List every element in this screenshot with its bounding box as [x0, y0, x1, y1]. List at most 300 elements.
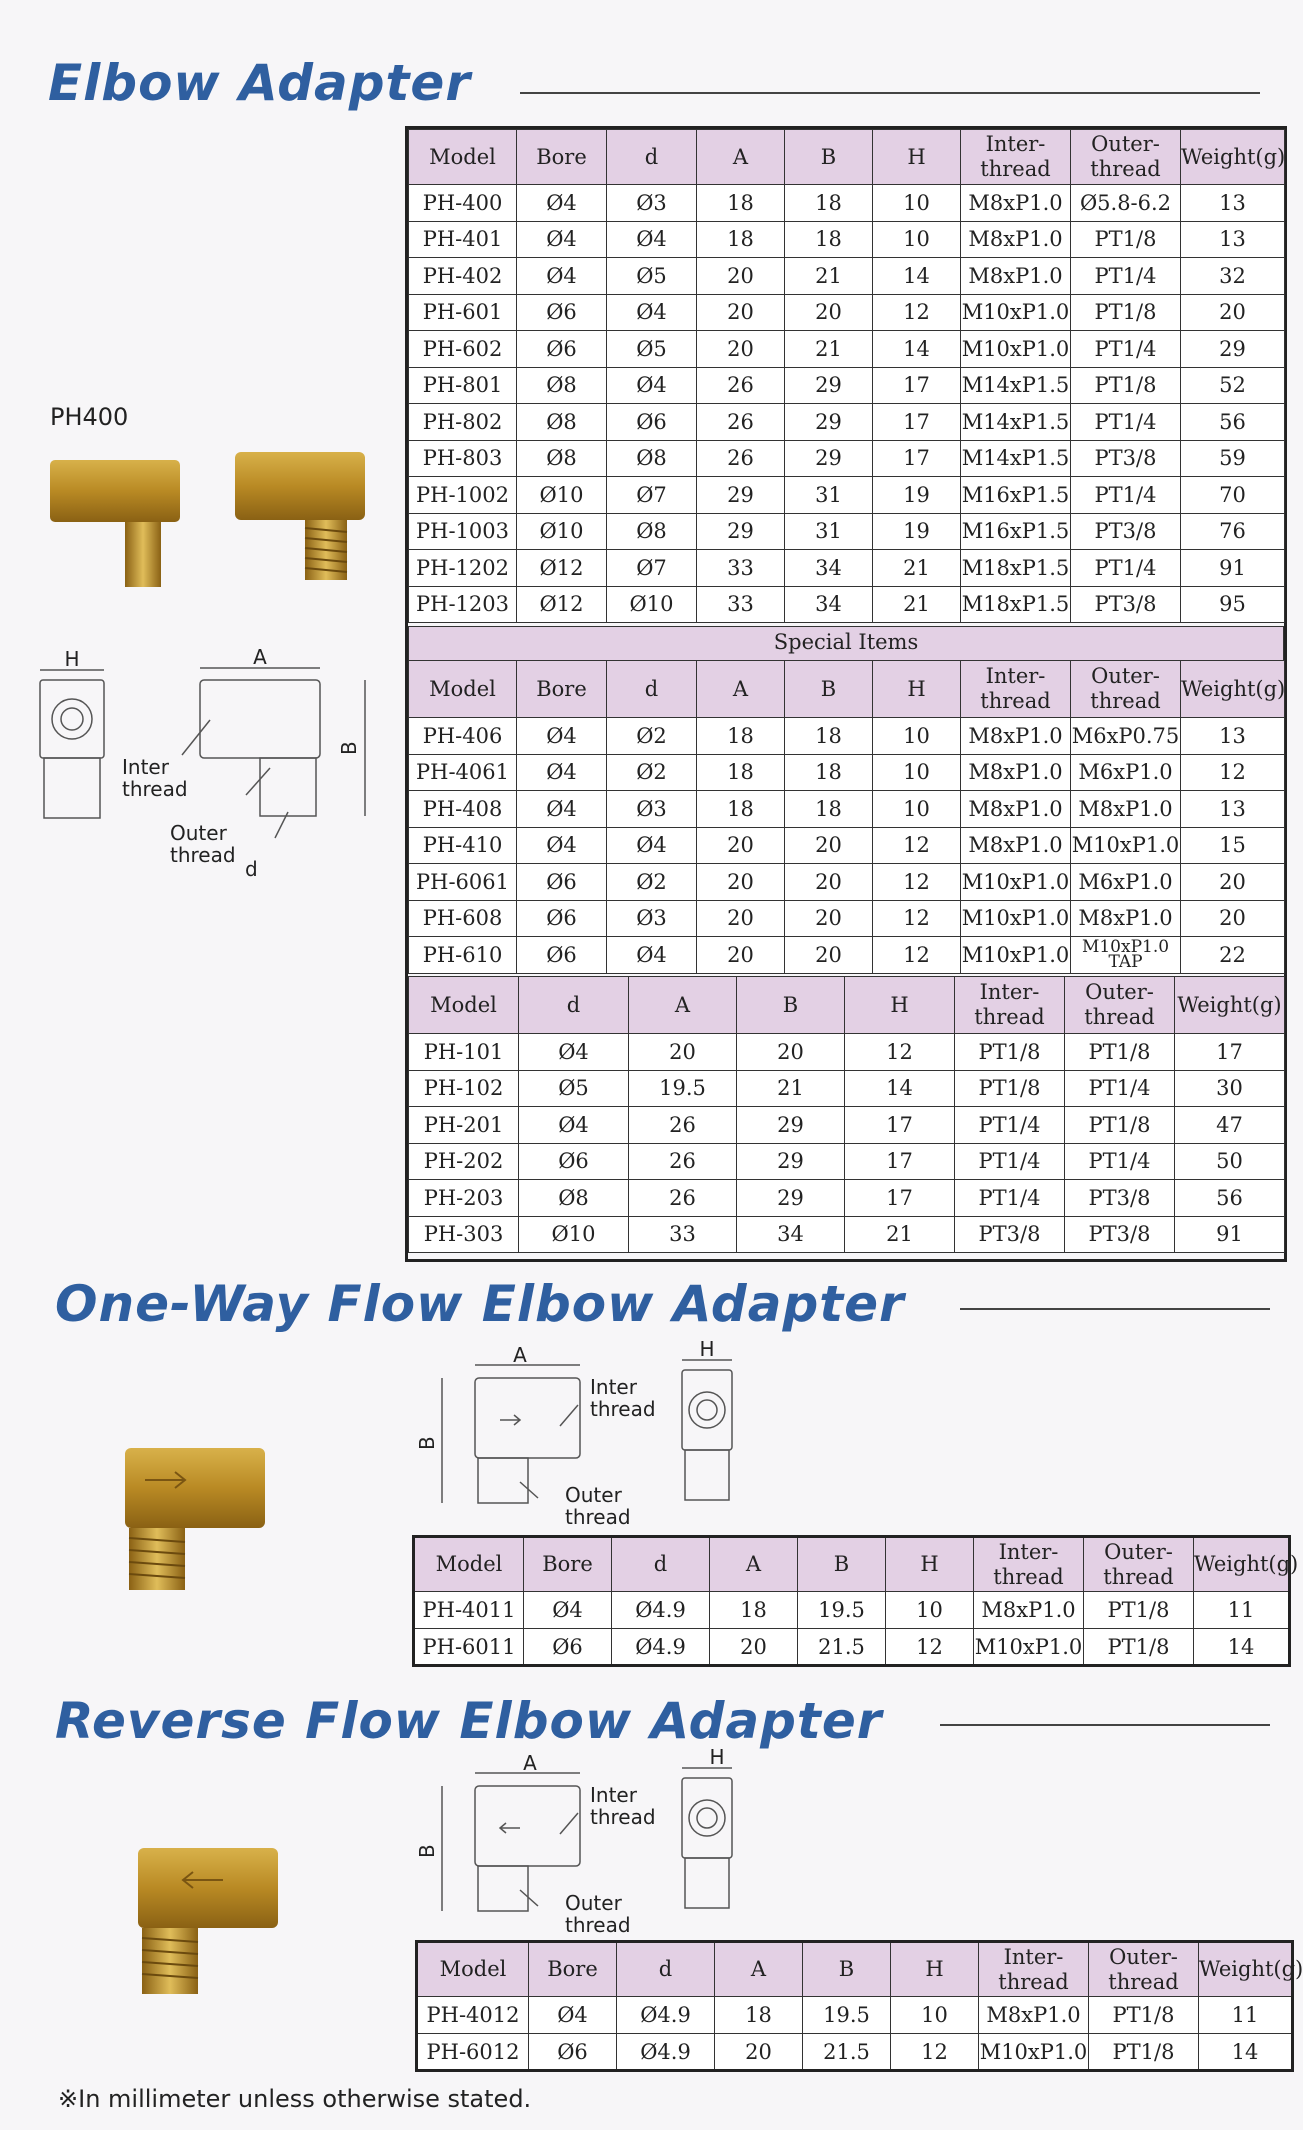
- table-cell: PT1/8: [1071, 367, 1181, 404]
- table-cell: Ø7: [607, 550, 697, 587]
- table-cell: PT1/4: [955, 1143, 1065, 1180]
- table-row: [409, 477, 1285, 514]
- table-cell: 21: [785, 331, 873, 368]
- model-cell: PH-803: [409, 440, 517, 477]
- table-cell: 26: [697, 367, 785, 404]
- table-cell: Ø8: [517, 367, 607, 404]
- table-cell: Ø6: [517, 937, 607, 974]
- table-cell: Ø4.9: [612, 1629, 710, 1666]
- table-cell: 17: [873, 367, 961, 404]
- model-cell: PH-4061: [409, 754, 517, 791]
- model-cell: PH-102: [409, 1070, 519, 1107]
- table-row: [409, 258, 1285, 295]
- table-cell: 10: [873, 754, 961, 791]
- table-cell: 21.5: [798, 1629, 886, 1666]
- table-cell: 20: [785, 937, 873, 974]
- diag-outer-label-2: thread: [170, 843, 236, 867]
- table-row: [409, 440, 1285, 477]
- table-cell: 29: [737, 1143, 845, 1180]
- table-cell: Ø4: [517, 791, 607, 828]
- table-cell: M8xP1.0: [961, 827, 1071, 864]
- table-cell: M14xP1.5: [961, 404, 1071, 441]
- table-cell: Ø4: [517, 754, 607, 791]
- table-cell: PT1/4: [1071, 477, 1181, 514]
- diag-a-label: A: [513, 1343, 527, 1367]
- model-cell: PH-406: [409, 718, 517, 755]
- table-cell: Ø12: [517, 586, 607, 623]
- table-cell: PT1/4: [955, 1180, 1065, 1217]
- title-rule: [520, 92, 1260, 94]
- table-cell: 29: [785, 367, 873, 404]
- special-items-banner: Special Items: [408, 626, 1284, 661]
- table-cell: Ø4: [519, 1107, 629, 1144]
- table-cell: PT3/8: [1065, 1180, 1175, 1217]
- table-cell: M10xP1.0: [961, 294, 1071, 331]
- table-cell: 29: [1181, 331, 1285, 368]
- table-cell: PT1/4: [1065, 1143, 1175, 1180]
- table-cell: PT1/4: [955, 1107, 1065, 1144]
- table-cell: 22: [1181, 937, 1285, 974]
- table-cell: PT1/8: [955, 1070, 1065, 1107]
- column-header: Inter- thread: [974, 1537, 1084, 1592]
- model-cell: PH-303: [409, 1216, 519, 1253]
- table-cell: 29: [737, 1180, 845, 1217]
- table-cell: M10xP1.0: [961, 937, 1071, 974]
- table-row: [409, 791, 1285, 828]
- table-header-row: [409, 977, 1285, 1034]
- table-cell: Ø2: [607, 864, 697, 901]
- table-cell: 18: [697, 185, 785, 222]
- table-cell: 26: [629, 1107, 737, 1144]
- table-cell: 11: [1199, 1997, 1293, 2034]
- table-cell: 13: [1181, 221, 1285, 258]
- table-cell: M8xP1.0: [961, 185, 1071, 222]
- table-cell: M10xP1.0: [974, 1629, 1084, 1666]
- table-cell: M10xP1.0: [961, 331, 1071, 368]
- column-header: Inter- thread: [961, 661, 1071, 718]
- column-header: Weight(g): [1194, 1537, 1290, 1592]
- table-row: [409, 1034, 1285, 1071]
- table-row: [409, 513, 1285, 550]
- diag-inter-label-2: thread: [590, 1805, 656, 1829]
- table-cell: Ø4.9: [617, 1997, 715, 2034]
- table-cell: Ø4: [517, 718, 607, 755]
- table-cell: M8xP1.0: [1071, 900, 1181, 937]
- table-cell: 20: [785, 900, 873, 937]
- column-header: Weight(g): [1175, 977, 1285, 1034]
- table-cell: Ø4: [607, 367, 697, 404]
- table-cell: 21.5: [803, 2034, 891, 2071]
- table-cell: M8xP1.0: [979, 1997, 1089, 2034]
- table-cell: Ø6: [517, 294, 607, 331]
- table-cell: 70: [1181, 477, 1285, 514]
- table-cell: 34: [785, 586, 873, 623]
- table-header-row: [409, 661, 1285, 718]
- model-cell: PH-101: [409, 1034, 519, 1071]
- table-row: [414, 1592, 1290, 1629]
- table-row: [409, 331, 1285, 368]
- elbow-dimension-diagram: [30, 645, 380, 881]
- table-cell: M10xP1.0: [961, 900, 1071, 937]
- column-header: Inter- thread: [955, 977, 1065, 1034]
- table-cell: M8xP1.0: [961, 718, 1071, 755]
- table-cell: 76: [1181, 513, 1285, 550]
- table-row: [409, 586, 1285, 623]
- column-header: Inter- thread: [961, 130, 1071, 185]
- column-header: Bore: [529, 1942, 617, 1997]
- table-cell: 47: [1175, 1107, 1285, 1144]
- table-cell: M6xP0.75: [1071, 718, 1181, 755]
- table-cell: 33: [629, 1216, 737, 1253]
- table-cell: Ø4: [517, 827, 607, 864]
- table-cell: Ø6: [519, 1143, 629, 1180]
- table-cell: 12: [1181, 754, 1285, 791]
- table-cell: 20: [697, 827, 785, 864]
- table-cell: M8xP1.0: [961, 791, 1071, 828]
- table-cell: 13: [1181, 791, 1285, 828]
- table-cell: M6xP1.0: [1071, 754, 1181, 791]
- diag-b-label: B: [415, 1436, 439, 1450]
- table-cell: M10xP1.0 TAP: [1071, 937, 1181, 974]
- table-cell: 20: [1181, 294, 1285, 331]
- table-row: [409, 185, 1285, 222]
- table-cell: M8xP1.0: [961, 754, 1071, 791]
- table-cell: Ø8: [517, 440, 607, 477]
- oneway-dimension-diagram: [415, 1337, 770, 1535]
- table-cell: 11: [1194, 1592, 1290, 1629]
- special-items-table: [408, 660, 1285, 974]
- model-cell: PH-601: [409, 294, 517, 331]
- model-cell: PH-801: [409, 367, 517, 404]
- table-cell: 20: [697, 864, 785, 901]
- table-cell: Ø10: [519, 1216, 629, 1253]
- table-row: [417, 1997, 1293, 2034]
- table-cell: M18xP1.5: [961, 550, 1071, 587]
- table-cell: 18: [697, 718, 785, 755]
- table-cell: 21: [737, 1070, 845, 1107]
- table-cell: 12: [886, 1629, 974, 1666]
- diag-h-label: H: [709, 1745, 725, 1769]
- table-cell: 31: [785, 477, 873, 514]
- photo-label: PH400: [50, 403, 129, 431]
- column-header: B: [803, 1942, 891, 1997]
- table-row: [409, 754, 1285, 791]
- table-cell: 91: [1175, 1216, 1285, 1253]
- table-cell: 13: [1181, 185, 1285, 222]
- model-cell: PH-1203: [409, 586, 517, 623]
- table-cell: 20: [785, 294, 873, 331]
- column-header: B: [737, 977, 845, 1034]
- table-cell: 12: [873, 294, 961, 331]
- diag-outer-label: Outer: [565, 1891, 622, 1915]
- table-cell: 32: [1181, 258, 1285, 295]
- table-row: [409, 367, 1285, 404]
- table-cell: Ø12: [517, 550, 607, 587]
- table-cell: PT1/8: [1084, 1629, 1194, 1666]
- table-cell: M8xP1.0: [961, 258, 1071, 295]
- table-cell: M16xP1.5: [961, 477, 1071, 514]
- table-cell: 17: [845, 1180, 955, 1217]
- table-cell: 20: [785, 864, 873, 901]
- table-header-row: [409, 130, 1285, 185]
- table-cell: 26: [629, 1143, 737, 1180]
- diag-outer-label: Outer: [565, 1483, 622, 1507]
- diag-inter-label: Inter: [590, 1783, 637, 1807]
- table-cell: 21: [873, 586, 961, 623]
- table-row: [409, 1216, 1285, 1253]
- model-cell: PH-1202: [409, 550, 517, 587]
- table-cell: 17: [873, 404, 961, 441]
- table-row: [409, 221, 1285, 258]
- table-cell: Ø8: [607, 440, 697, 477]
- model-cell: PH-201: [409, 1107, 519, 1144]
- column-header: H: [886, 1537, 974, 1592]
- table-cell: 20: [1181, 864, 1285, 901]
- model-cell: PH-602: [409, 331, 517, 368]
- table-cell: M8xP1.0: [1071, 791, 1181, 828]
- model-cell: PH-610: [409, 937, 517, 974]
- table-cell: PT1/8: [1071, 294, 1181, 331]
- model-cell: PH-1002: [409, 477, 517, 514]
- table-cell: Ø4.9: [617, 2034, 715, 2071]
- table-cell: 29: [697, 477, 785, 514]
- title-rule: [940, 1724, 1270, 1726]
- table-row: [409, 1070, 1285, 1107]
- table-cell: M10xP1.0: [979, 2034, 1089, 2071]
- table-cell: 12: [845, 1034, 955, 1071]
- reverse-dimension-diagram: [415, 1745, 770, 1943]
- table-cell: 29: [785, 404, 873, 441]
- column-header: Outer- thread: [1071, 130, 1181, 185]
- table-cell: 19.5: [629, 1070, 737, 1107]
- model-cell: PH-6012: [417, 2034, 529, 2071]
- model-cell: PH-608: [409, 900, 517, 937]
- table-cell: Ø6: [517, 864, 607, 901]
- diag-a-label: A: [253, 645, 267, 669]
- table-cell: 18: [785, 185, 873, 222]
- table-cell: Ø6: [529, 2034, 617, 2071]
- table-cell: 20: [697, 900, 785, 937]
- oneway-photo: [115, 1440, 275, 1600]
- table-cell: 19.5: [803, 1997, 891, 2034]
- table-cell: 18: [785, 791, 873, 828]
- table-cell: 21: [845, 1216, 955, 1253]
- footnote: ※In millimeter unless otherwise stated.: [58, 2085, 532, 2113]
- column-header: H: [873, 661, 961, 718]
- diag-d-label: d: [245, 857, 258, 881]
- table-cell: M6xP1.0: [1071, 864, 1181, 901]
- column-header: H: [845, 977, 955, 1034]
- table-cell: 17: [1175, 1034, 1285, 1071]
- table-cell: 34: [737, 1216, 845, 1253]
- table-cell: Ø4: [517, 185, 607, 222]
- table-cell: M14xP1.5: [961, 440, 1071, 477]
- column-header: Outer- thread: [1089, 1942, 1199, 1997]
- table-cell: Ø4: [607, 221, 697, 258]
- column-header: Bore: [524, 1537, 612, 1592]
- column-header: Weight(g): [1181, 130, 1285, 185]
- table-cell: Ø8: [517, 404, 607, 441]
- table-cell: 26: [697, 404, 785, 441]
- table-cell: Ø7: [607, 477, 697, 514]
- column-header: Outer- thread: [1084, 1537, 1194, 1592]
- table-cell: Ø6: [517, 331, 607, 368]
- table-cell: Ø10: [607, 586, 697, 623]
- column-header: Outer- thread: [1065, 977, 1175, 1034]
- column-header: Model: [414, 1537, 524, 1592]
- table-cell: Ø4.9: [612, 1592, 710, 1629]
- table-cell: 20: [710, 1629, 798, 1666]
- table-cell: 15: [1181, 827, 1285, 864]
- table-cell: PT1/8: [1089, 2034, 1199, 2071]
- model-cell: PH-402: [409, 258, 517, 295]
- column-header: d: [612, 1537, 710, 1592]
- table-cell: 17: [845, 1143, 955, 1180]
- column-header: Model: [409, 130, 517, 185]
- table-row: [409, 718, 1285, 755]
- table-row: [409, 1180, 1285, 1217]
- oneway-table: [412, 1535, 1299, 1667]
- table-row: [409, 1107, 1285, 1144]
- table-cell: Ø4: [607, 294, 697, 331]
- column-header: B: [798, 1537, 886, 1592]
- table-cell: 26: [629, 1180, 737, 1217]
- table-cell: 91: [1181, 550, 1285, 587]
- table-cell: PT1/8: [955, 1034, 1065, 1071]
- table-cell: PT1/4: [1065, 1070, 1175, 1107]
- table-cell: 17: [845, 1107, 955, 1144]
- table-row: [409, 294, 1285, 331]
- column-header: d: [617, 1942, 715, 1997]
- table-cell: Ø6: [607, 404, 697, 441]
- table-cell: 12: [891, 2034, 979, 2071]
- table-cell: 13: [1181, 718, 1285, 755]
- column-header: Model: [417, 1942, 529, 1997]
- table-cell: M8xP1.0: [974, 1592, 1084, 1629]
- table-cell: 19: [873, 477, 961, 514]
- diag-outer-label-2: thread: [565, 1913, 631, 1937]
- table-cell: Ø6: [524, 1629, 612, 1666]
- table-row: [409, 864, 1285, 901]
- table-cell: 10: [873, 718, 961, 755]
- table-cell: PT1/4: [1071, 550, 1181, 587]
- table-cell: PT1/4: [1071, 404, 1181, 441]
- table-cell: 14: [873, 331, 961, 368]
- section-title-oneway: One-Way Flow Elbow Adapter: [55, 1275, 905, 1333]
- column-header: d: [519, 977, 629, 1034]
- table-header-row: [414, 1537, 1290, 1592]
- table-cell: Ø8: [519, 1180, 629, 1217]
- table-cell: Ø5.8-6.2: [1071, 185, 1181, 222]
- table-cell: 10: [873, 791, 961, 828]
- table-cell: Ø2: [607, 754, 697, 791]
- column-header: A: [710, 1537, 798, 1592]
- table-cell: 50: [1175, 1143, 1285, 1180]
- table-cell: 20: [737, 1034, 845, 1071]
- title-rule: [960, 1308, 1270, 1310]
- table-cell: 33: [697, 550, 785, 587]
- table-cell: Ø8: [607, 513, 697, 550]
- table-cell: 29: [785, 440, 873, 477]
- table-cell: 14: [1199, 2034, 1293, 2071]
- table-row: [414, 1629, 1290, 1666]
- column-header: H: [873, 130, 961, 185]
- table-cell: 20: [715, 2034, 803, 2071]
- table-row: [409, 550, 1285, 587]
- table-cell: 19: [873, 513, 961, 550]
- column-header: Bore: [517, 130, 607, 185]
- table-cell: M18xP1.5: [961, 586, 1071, 623]
- column-header: Outer- thread: [1071, 661, 1181, 718]
- table-cell: PT1/4: [1071, 258, 1181, 295]
- table-row: [417, 2034, 1293, 2071]
- table-cell: 20: [697, 937, 785, 974]
- diag-b-label: B: [415, 1844, 439, 1858]
- reverse-photo: [128, 1840, 288, 2005]
- model-cell: PH-4011: [414, 1592, 524, 1629]
- column-header: A: [697, 130, 785, 185]
- column-header: Bore: [517, 661, 607, 718]
- model-cell: PH-6011: [414, 1629, 524, 1666]
- table-cell: Ø4: [607, 937, 697, 974]
- table-cell: 20: [697, 258, 785, 295]
- table-cell: 12: [873, 900, 961, 937]
- table-cell: 18: [697, 221, 785, 258]
- diag-h-label: H: [699, 1337, 715, 1361]
- column-header: d: [607, 661, 697, 718]
- table-cell: 34: [785, 550, 873, 587]
- table-cell: Ø4: [524, 1592, 612, 1629]
- column-header: H: [891, 1942, 979, 1997]
- table-cell: 29: [737, 1107, 845, 1144]
- diag-b-label: B: [337, 741, 361, 755]
- table-cell: 56: [1175, 1180, 1285, 1217]
- diag-inter-label: Inter: [122, 755, 169, 779]
- table-cell: Ø4: [607, 827, 697, 864]
- table-cell: 18: [785, 221, 873, 258]
- table-cell: PT3/8: [1071, 440, 1181, 477]
- column-header: d: [607, 130, 697, 185]
- model-cell: PH-203: [409, 1180, 519, 1217]
- table-cell: Ø3: [607, 185, 697, 222]
- table-cell: 14: [1194, 1629, 1290, 1666]
- elbow-table: [408, 129, 1285, 623]
- table-row: [409, 937, 1285, 974]
- table-cell: 30: [1175, 1070, 1285, 1107]
- model-cell: PH-401: [409, 221, 517, 258]
- table-cell: 20: [697, 294, 785, 331]
- table-cell: 19.5: [798, 1592, 886, 1629]
- table-cell: 21: [873, 550, 961, 587]
- table-cell: 26: [697, 440, 785, 477]
- table-cell: 12: [873, 937, 961, 974]
- table-row: [409, 404, 1285, 441]
- reverse-table: [415, 1940, 1303, 2072]
- table-cell: 20: [697, 331, 785, 368]
- table-cell: 33: [697, 586, 785, 623]
- table-cell: Ø3: [607, 791, 697, 828]
- table-cell: 10: [891, 1997, 979, 2034]
- diag-a-label: A: [523, 1751, 537, 1775]
- table-cell: 18: [715, 1997, 803, 2034]
- table-header-row: [417, 1942, 1293, 1997]
- column-header: Model: [409, 977, 519, 1034]
- table-row: [409, 1143, 1285, 1180]
- column-header: Weight(g): [1199, 1942, 1293, 1997]
- table-cell: 59: [1181, 440, 1285, 477]
- model-cell: PH-802: [409, 404, 517, 441]
- diag-inter-label: Inter: [590, 1375, 637, 1399]
